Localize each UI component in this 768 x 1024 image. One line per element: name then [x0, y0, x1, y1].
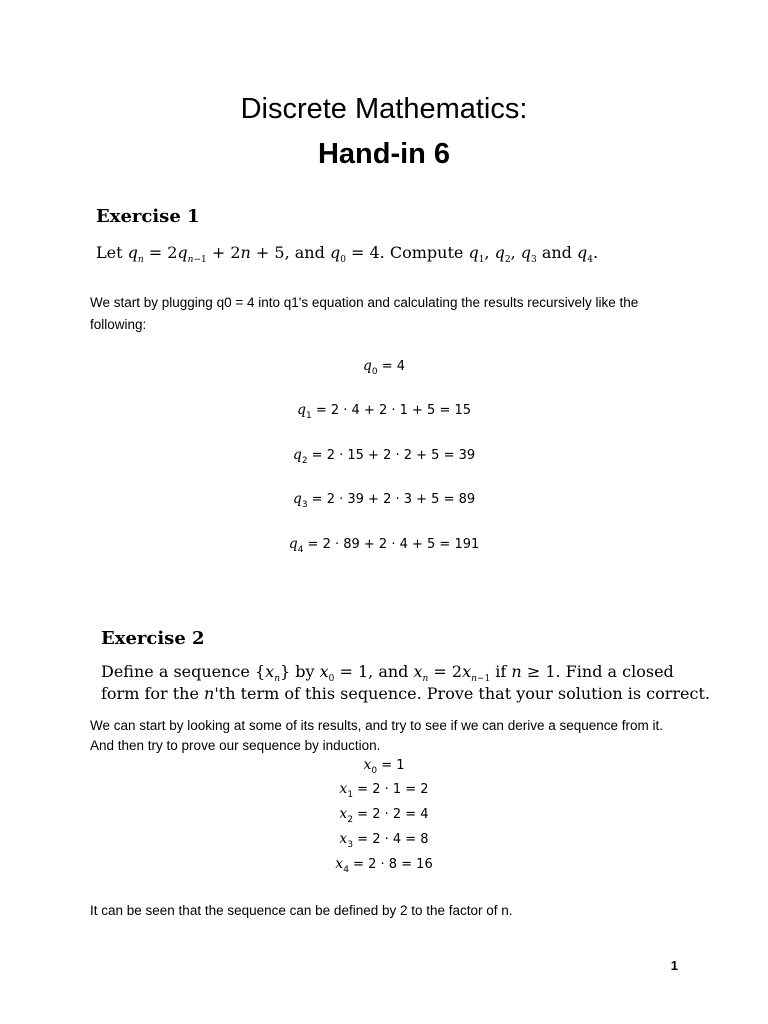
x-equation-0: $x_0 = 1$ — [363, 757, 405, 776]
exercise-2-intro-line2: And then try to prove our sequence by induction. — [90, 738, 381, 753]
x-equation-2: $x_2 = 2 \cdot 2 = 4$ — [339, 806, 429, 825]
document-title: Discrete Mathematics: — [240, 93, 528, 125]
page-number: 1 — [670, 958, 678, 973]
exercise-2-prompt-line2: form for the n'th term of this sequence. Prove that your solution is correct. — [101, 684, 710, 703]
exercise-2-intro-line1: We can start by looking at some of its results, and try to see if we can derive a sequence from it. — [90, 718, 664, 733]
exercise-2-prompt-line1: Define a sequence $\{x_n\}$ by $x_0 = 1$, and $x_n = 2x_{n-1}$ if n ≥ 1. Find a closed — [101, 662, 674, 684]
exercise-2-conclusion: It can be seen that the sequence can be defined by 2 to the factor of n. — [90, 903, 513, 918]
exercise-2-heading: Exercise 2 — [101, 628, 205, 649]
q-equation-3: $q_3 = 2 \cdot 39 + 2 \cdot 3 + 5 = 89$ — [292, 491, 476, 510]
exercise-1-intro: We start by plugging q0 = 4 into q1's equation and calculating the results recursively like the following: — [90, 295, 639, 332]
x-equation-3: $x_3 = 2 \cdot 4 = 8$ — [339, 831, 429, 850]
x-equation-1: $x_1 = 2 \cdot 1 = 2$ — [339, 781, 429, 800]
document-subtitle: Hand-in 6 — [317, 138, 451, 170]
q-equation-4: $q_4 = 2 \cdot 89 + 2 \cdot 4 + 5 = 191$ — [288, 536, 480, 555]
exercise-1-heading: Exercise 1 — [96, 206, 200, 227]
exercise-1-prompt: Let $q_n = 2q_{n-1} + 2n + 5$, and $q_0 = 4$. Compute $q_1$, $q_2$, $q_3$ and $q_4$. — [96, 243, 599, 265]
q-equation-1: $q_1 = 2 \cdot 4 + 2 \cdot 1 + 5 = 15$ — [296, 402, 472, 421]
q-equation-2: $q_2 = 2 \cdot 15 + 2 \cdot 2 + 5 = 39$ — [292, 447, 476, 466]
x-equation-4: $x_4 = 2 \cdot 8 = 16$ — [335, 856, 433, 875]
q-equation-0: $q_0 = 4$ — [362, 358, 406, 377]
